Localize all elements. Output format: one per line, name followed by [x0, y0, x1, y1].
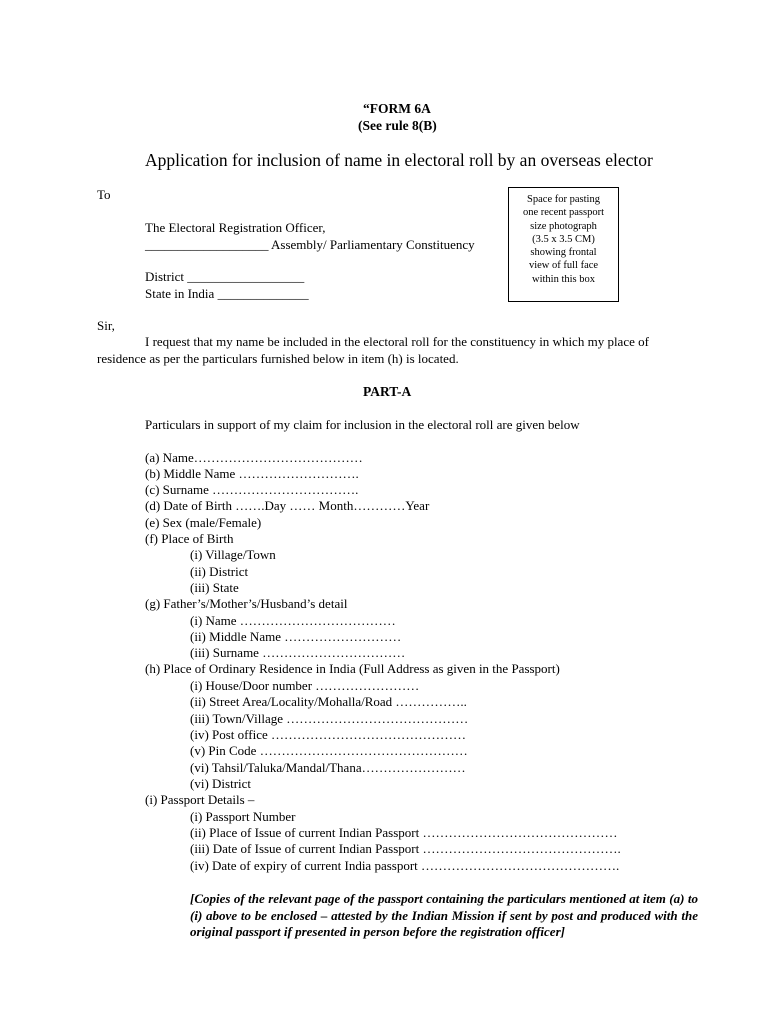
item-h-pin-code: (v) Pin Code …………………………………………	[190, 743, 468, 758]
item-b-middle-name: (b) Middle Name ……………………….	[145, 466, 359, 481]
form-rule: (See rule 8(B)	[358, 118, 437, 133]
photo-instruction-line: (3.5 x 3.5 CM)	[532, 233, 595, 245]
item-g-surname: (iii) Surname ……………………………	[190, 645, 406, 660]
item-f-state: (iii) State	[190, 580, 239, 595]
request-line-2: residence as per the particulars furnished below in item (h) is located.	[97, 350, 459, 366]
form-title: Application for inclusion of name in electoral roll by an overseas elector	[145, 150, 653, 170]
constituency-line: ___________________ Assembly/ Parliamentary Constituency	[145, 237, 475, 252]
photo-instruction-line: size photograph	[530, 220, 597, 232]
item-i-place-of-issue: (ii) Place of Issue of current Indian Passport ………………………………………	[190, 825, 618, 840]
officer-line: The Electoral Registration Officer,	[145, 220, 326, 235]
to-label: To	[97, 187, 111, 202]
item-g-middle-name: (ii) Middle Name ………………………	[190, 629, 402, 644]
state-line: State in India ______________	[145, 286, 309, 301]
item-h-town: (iii) Town/Village ……………………………………	[190, 711, 469, 726]
item-a-name: (a) Name…………………………………	[145, 450, 363, 465]
item-i-date-of-expiry: (iv) Date of expiry of current India passport ……………………………………….	[190, 858, 620, 873]
item-g-name: (i) Name ………………………………	[190, 613, 396, 628]
item-h-residence: (h) Place of Ordinary Residence in India (Full Address as given in the Passport)	[145, 661, 560, 676]
item-h-house-number: (i) House/Door number ……………………	[190, 678, 420, 693]
request-paragraph	[97, 334, 697, 367]
item-h-post-office: (iv) Post office ………………………………………	[190, 727, 466, 742]
form-number: “FORM 6A	[363, 101, 431, 116]
item-i-passport-details: (i) Passport Details –	[145, 792, 255, 807]
photo-instruction-line: view of full face	[528, 260, 599, 272]
district-line: District __________________	[145, 269, 305, 284]
item-h-street: (ii) Street Area/Locality/Mohalla/Road ……………..	[190, 694, 467, 709]
item-f-village: (i) Village/Town	[190, 547, 276, 562]
item-e-sex: (e) Sex (male/Female)	[145, 515, 262, 530]
item-h-tahsil: (vi) Tahsil/Taluka/Mandal/Thana……………………	[190, 760, 466, 775]
item-c-surname: (c) Surname …………………………….	[145, 482, 359, 497]
item-h-district: (vi) District	[190, 776, 252, 791]
photo-box	[508, 187, 619, 302]
part-a-heading: PART-A	[363, 384, 412, 399]
item-g-relative-detail: (g) Father’s/Mother’s/Husband’s detail	[145, 596, 348, 611]
enclosure-note: [Copies of the relevant page of the passport containing the particulars mentioned at item (a) to (i) above to be enclosed – attested by the Indian Mission if sent by post and produced with the original passport if presented in person before the registration officer]	[190, 891, 698, 939]
request-line-1: I request that my name be included in the electoral roll for the constituency in which my place of	[145, 334, 649, 349]
photo-instruction-line: Space for pasting	[527, 194, 600, 205]
photo-instruction-line: one recent passport	[522, 207, 605, 219]
part-a-intro: Particulars in support of my claim for inclusion in the electoral roll are given below	[145, 417, 580, 432]
salutation: Sir,	[97, 318, 115, 333]
item-i-passport-number: (i) Passport Number	[190, 809, 296, 824]
photo-instruction-line: showing frontal	[530, 247, 597, 259]
photo-instruction-line: within this box	[531, 273, 595, 285]
item-f-place-of-birth: (f) Place of Birth	[145, 531, 234, 546]
item-i-date-of-issue: (iii) Date of Issue of current Indian Passport ……………………………………….	[190, 841, 621, 856]
item-d-date-of-birth: (d) Date of Birth …….Day …… Month…………Year	[145, 498, 430, 513]
item-f-district: (ii) District	[190, 564, 249, 579]
